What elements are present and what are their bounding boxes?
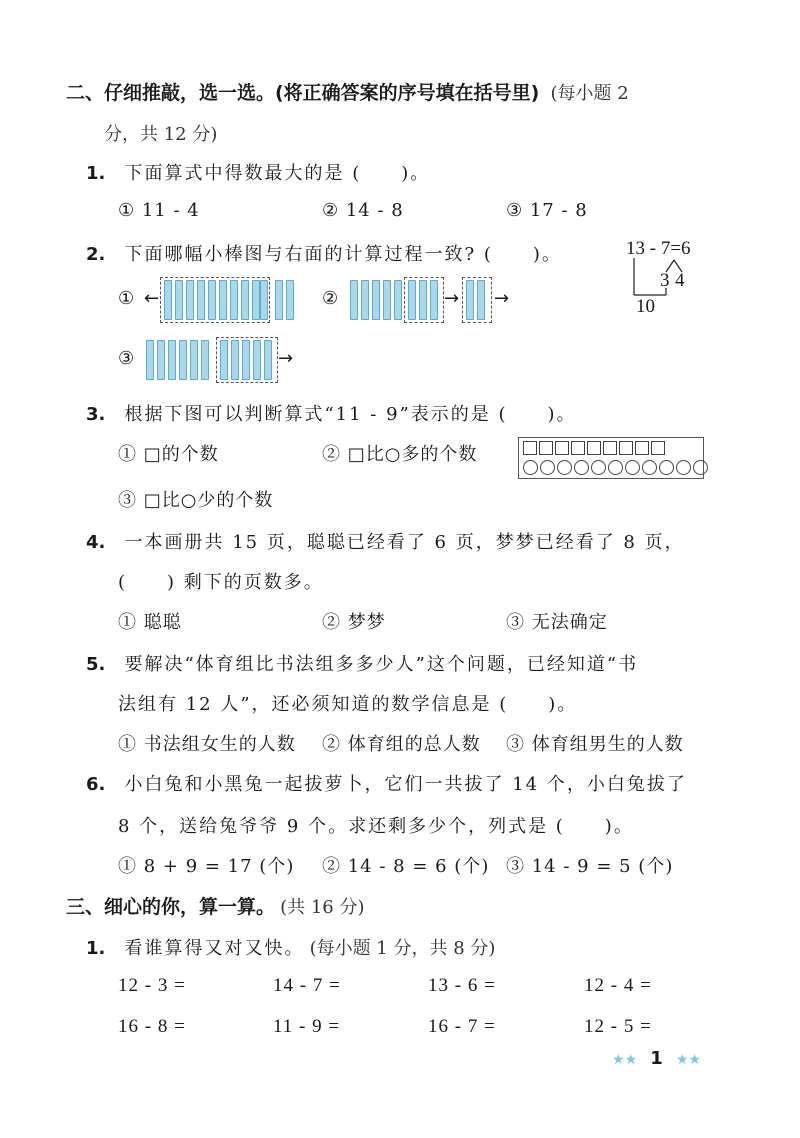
sum-ten: 10 xyxy=(636,296,655,317)
option-2[interactable]: ② 梦梦 xyxy=(322,612,386,633)
stick-figure-3 xyxy=(142,340,302,384)
square-shape xyxy=(619,441,633,455)
question-text: 小白兔和小黑兔一起拔萝卜，它们一共拔了 14 个，小白兔拔了 xyxy=(124,774,687,795)
question-3 xyxy=(86,400,577,426)
section-3-note: (共 16 分) xyxy=(280,897,365,918)
circle-shape xyxy=(642,460,657,475)
circle-shape xyxy=(608,460,623,475)
option-3[interactable]: ③ 无法确定 xyxy=(506,612,608,633)
section-3-question-1 xyxy=(86,934,495,960)
calc-item[interactable]: 16 - 7 = xyxy=(428,1016,496,1037)
calc-item[interactable]: 11 - 9 = xyxy=(273,1016,341,1037)
question-number: 2. xyxy=(86,244,106,265)
star-icon: ★ xyxy=(612,1052,625,1068)
right-arrow-icon: → xyxy=(494,288,510,309)
question-text: 下面哪幅小棒图与右面的计算过程一致? ( )。 xyxy=(124,244,562,265)
circle-shape xyxy=(676,460,691,475)
option-2[interactable]: ② □比○多的个数 xyxy=(322,444,478,465)
star-icon: ★ xyxy=(688,1052,701,1068)
option-1-label[interactable]: ① xyxy=(118,288,136,309)
square-shape xyxy=(555,441,569,455)
option-3-label[interactable]: ③ xyxy=(118,348,136,369)
question-6 xyxy=(86,770,687,796)
section-2-note-cont: 分，共 12 分) xyxy=(104,124,218,145)
option-2[interactable]: ② 14 - 8 xyxy=(322,200,404,221)
question-number: 1. xyxy=(86,938,106,959)
squares-row xyxy=(523,441,699,458)
question-text-cont: 8 个，送给兔爷爷 9 个。求还剩多少个，列式是 ( )。 xyxy=(118,816,634,837)
option-3[interactable]: ③ 17 - 8 xyxy=(506,200,588,221)
section-3-header xyxy=(66,892,365,919)
left-arrow-icon: ← xyxy=(144,288,160,309)
square-shape xyxy=(651,441,665,455)
circle-shape xyxy=(693,460,708,475)
calc-item[interactable]: 12 - 5 = xyxy=(584,1016,652,1037)
equation: 13 - 7=6 xyxy=(626,238,691,259)
squares-circles-figure xyxy=(518,437,704,479)
question-text: 要解决“体育组比书法组多多少人”这个问题，已经知道“书 xyxy=(124,654,639,675)
option-3[interactable]: ③ □比○少的个数 xyxy=(118,490,274,511)
option-2-label[interactable]: ② xyxy=(322,288,340,309)
circle-shape xyxy=(523,460,538,475)
question-5 xyxy=(86,650,638,676)
circle-shape xyxy=(659,460,674,475)
question-text-cont: 法组有 12 人”，还必须知道的数学信息是 ( )。 xyxy=(118,694,578,715)
question-text: 一本画册共 15 页，聪聪已经看了 6 页，梦梦已经看了 8 页， xyxy=(124,532,685,553)
question-text: 看谁算得又对又快。 xyxy=(124,938,305,959)
question-4 xyxy=(86,528,685,554)
square-shape xyxy=(571,441,585,455)
calc-item[interactable]: 16 - 8 = xyxy=(118,1016,186,1037)
option-1[interactable]: ① 聪聪 xyxy=(118,612,182,633)
circles-row xyxy=(523,460,699,477)
question-number: 5. xyxy=(86,654,106,675)
circle-shape xyxy=(540,460,555,475)
section-2-header xyxy=(66,78,629,105)
option-2[interactable]: ② 体育组的总人数 xyxy=(322,734,481,755)
square-shape xyxy=(523,441,537,455)
circle-shape xyxy=(557,460,572,475)
calc-item[interactable]: 12 - 3 = xyxy=(118,975,186,996)
circle-shape xyxy=(625,460,640,475)
square-shape xyxy=(587,441,601,455)
circle-shape xyxy=(574,460,589,475)
circle-shape xyxy=(591,460,606,475)
question-1 xyxy=(86,159,430,185)
question-number: 4. xyxy=(86,532,106,553)
option-1[interactable]: ① □的个数 xyxy=(118,444,219,465)
calc-item[interactable]: 14 - 7 = xyxy=(273,975,341,996)
right-arrow-icon: → xyxy=(444,288,460,309)
option-3[interactable]: ③ 体育组男生的人数 xyxy=(506,734,684,755)
question-text: 下面算式中得数最大的是 ( )。 xyxy=(124,163,431,184)
square-shape xyxy=(603,441,617,455)
page-footer xyxy=(612,1048,701,1069)
question-number: 6. xyxy=(86,774,106,795)
option-1[interactable]: ① 11 - 4 xyxy=(118,200,200,221)
question-text: 根据下图可以判断算式“11 - 9”表示的是 ( )。 xyxy=(124,404,577,425)
stick-figure-2 xyxy=(346,280,516,324)
option-2[interactable]: ② 14 - 8 = 6 (个) xyxy=(322,856,490,877)
square-shape xyxy=(539,441,553,455)
section-2-note: (每小题 2 xyxy=(550,83,629,104)
calc-item[interactable]: 13 - 6 = xyxy=(428,975,496,996)
square-shape xyxy=(635,441,649,455)
question-number: 1. xyxy=(86,163,106,184)
stick-figure-1 xyxy=(142,280,302,324)
question-note: (每小题 1 分，共 8 分) xyxy=(309,938,496,959)
question-2 xyxy=(86,240,562,266)
option-1[interactable]: ① 书法组女生的人数 xyxy=(118,734,296,755)
question-number: 3. xyxy=(86,404,106,425)
option-3[interactable]: ③ 14 - 9 = 5 (个) xyxy=(506,856,674,877)
section-2-title: 二、仔细推敲，选一选。(将正确答案的序号填在括号里) xyxy=(66,82,540,104)
option-1[interactable]: ① 8 + 9 = 17 (个) xyxy=(118,856,295,877)
question-text-cont: ( ) 剩下的页数多。 xyxy=(118,572,324,593)
split-b: 4 xyxy=(675,270,685,291)
star-icon: ★ xyxy=(624,1052,638,1068)
star-icon: ★ xyxy=(675,1052,689,1068)
section-3-title: 三、细心的你，算一算。 xyxy=(66,896,276,918)
page-number: 1 xyxy=(650,1048,663,1069)
split-a: 3 xyxy=(660,270,670,291)
right-arrow-icon: → xyxy=(278,348,294,369)
calc-item[interactable]: 12 - 4 = xyxy=(584,975,652,996)
